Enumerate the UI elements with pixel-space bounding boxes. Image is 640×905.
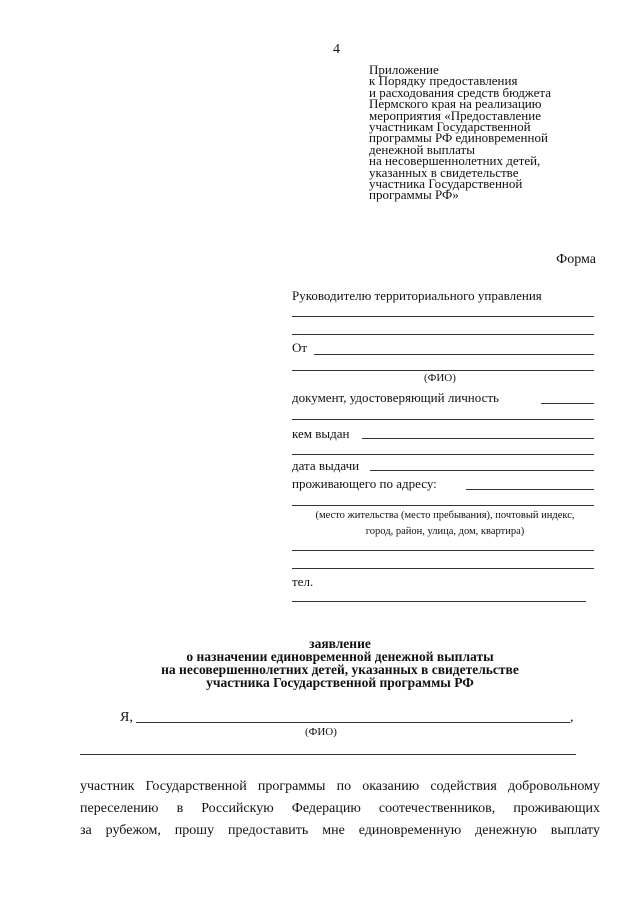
applicant-suffix: , <box>570 710 574 725</box>
residing-label: проживающего по адресу: <box>292 476 437 491</box>
appendix-line: программы РФ единовременной <box>369 130 548 146</box>
applicant-extra-line[interactable] <box>80 754 576 755</box>
phone-line[interactable] <box>292 601 586 602</box>
applicant-prefix: Я, <box>120 710 133 725</box>
issued-by-line[interactable] <box>362 438 594 439</box>
appendix-line: Пермского края на реализацию <box>369 96 542 112</box>
fio-caption: (ФИО) <box>424 372 456 384</box>
appendix-line: указанных в свидетельстве <box>369 164 519 180</box>
appendix-line: денежной выплаты <box>369 141 475 157</box>
residing-line[interactable] <box>466 489 594 490</box>
recipient-line-2[interactable] <box>292 334 594 335</box>
title-line: участника Государственной программы РФ <box>206 675 474 690</box>
issued-by-label: кем выдан <box>292 426 350 441</box>
recipient-line-1[interactable] <box>292 316 594 317</box>
address-note-line: город, район, улица, дом, квартира) <box>365 526 525 537</box>
appendix-line: участникам Государственной <box>369 119 531 135</box>
body-text-line: переселению в Российскую Федерацию соотечественников, проживающих <box>80 801 600 816</box>
recipient-label: Руководителю территориального управления <box>292 288 542 303</box>
appendix-line: программы РФ» <box>369 187 459 203</box>
appendix-line: и расходования средств бюджета <box>369 84 551 100</box>
appendix-line: на несовершеннолетних детей, <box>369 153 541 169</box>
address-note <box>292 508 598 540</box>
phone-label: тел. <box>292 574 314 589</box>
issue-date-label: дата выдачи <box>292 458 360 473</box>
appendix-block <box>369 64 609 201</box>
issued-by-line-2[interactable] <box>292 454 594 455</box>
address-line-1[interactable] <box>292 505 594 506</box>
appendix-line: участника Государственной <box>369 176 523 192</box>
appendix-line: Приложение <box>369 62 439 77</box>
from-line[interactable] <box>314 354 594 355</box>
title-line: на несовершеннолетних детей, указанных в свидетельстве <box>161 662 519 677</box>
id-document-label: документ, удостоверяющий личность <box>292 390 499 405</box>
application-title <box>80 637 600 689</box>
address-line-2[interactable] <box>292 550 594 551</box>
id-document-line-2[interactable] <box>292 419 594 420</box>
appendix-line: мероприятия «Предоставление <box>369 107 541 123</box>
address-line-3[interactable] <box>292 568 594 569</box>
body-text-line: участник Государственной программы по оказанию содействия добровольному <box>80 779 600 794</box>
body-text-line: за рубежом, прошу предоставить мне единовременную денежную выплату <box>80 823 600 838</box>
title-line: заявление <box>309 636 371 651</box>
address-note-line: (место жительства (место пребывания), почтовый индекс, <box>315 510 575 521</box>
page-number: 4 <box>333 42 340 57</box>
id-document-line[interactable] <box>541 403 594 404</box>
form-label: Форма <box>556 252 596 267</box>
applicant-fio-line[interactable] <box>136 722 570 723</box>
title-line: о назначении единовременной денежной выплаты <box>186 649 494 664</box>
applicant-fio-caption: (ФИО) <box>305 726 337 738</box>
fio-line[interactable] <box>292 370 594 371</box>
issue-date-line[interactable] <box>370 470 594 471</box>
appendix-line: к Порядку предоставления <box>369 73 518 89</box>
from-label: От <box>292 340 308 355</box>
